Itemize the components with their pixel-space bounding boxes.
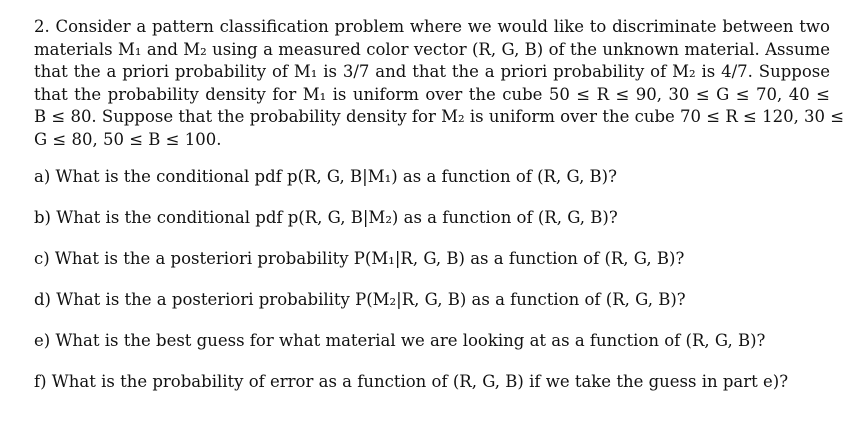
problem-statement bbox=[34, 16, 845, 152]
question-d: d) What is the a posteriori probability P(M₂|R, G, B) as a function of (R, G, B)? bbox=[34, 289, 686, 309]
problem-line-2: materials M₁ and M₂ using a measured color vector (R, G, B) of the unknown material. Assume bbox=[34, 39, 830, 59]
problem-line-6: G ≤ 80, 50 ≤ B ≤ 100. bbox=[34, 129, 222, 149]
question-e: e) What is the best guess for what material we are looking at as a function of (R, G, B)? bbox=[34, 330, 766, 350]
question-c: c) What is the a posteriori probability P(M₁|R, G, B) as a function of (R, G, B)? bbox=[34, 248, 685, 268]
question-b: b) What is the conditional pdf p(R, G, B|M₂) as a function of (R, G, B)? bbox=[34, 207, 618, 227]
question-f: f) What is the probability of error as a function of (R, G, B) if we take the guess in part e)? bbox=[34, 371, 789, 391]
problem-line-1: 2. Consider a pattern classification problem where we would like to discriminate between two bbox=[34, 17, 830, 36]
question-a: a) What is the conditional pdf p(R, G, B|M₁) as a function of (R, G, B)? bbox=[34, 166, 617, 186]
problem-line-3: that the a priori probability of M₁ is 3/7 and that the a priori probability of M₂ is 4/7. Suppose bbox=[34, 62, 830, 82]
problem-line-4: that the probability density for M₁ is uniform over the cube 50 ≤ R ≤ 90, 30 ≤ G ≤ 70, 40 ≤ bbox=[34, 84, 830, 104]
problem-line-5: B ≤ 80. Suppose that the probability density for M₂ is uniform over the cube 70 ≤ R ≤ 120, 30 ≤ bbox=[34, 107, 845, 127]
question-list bbox=[34, 166, 832, 393]
